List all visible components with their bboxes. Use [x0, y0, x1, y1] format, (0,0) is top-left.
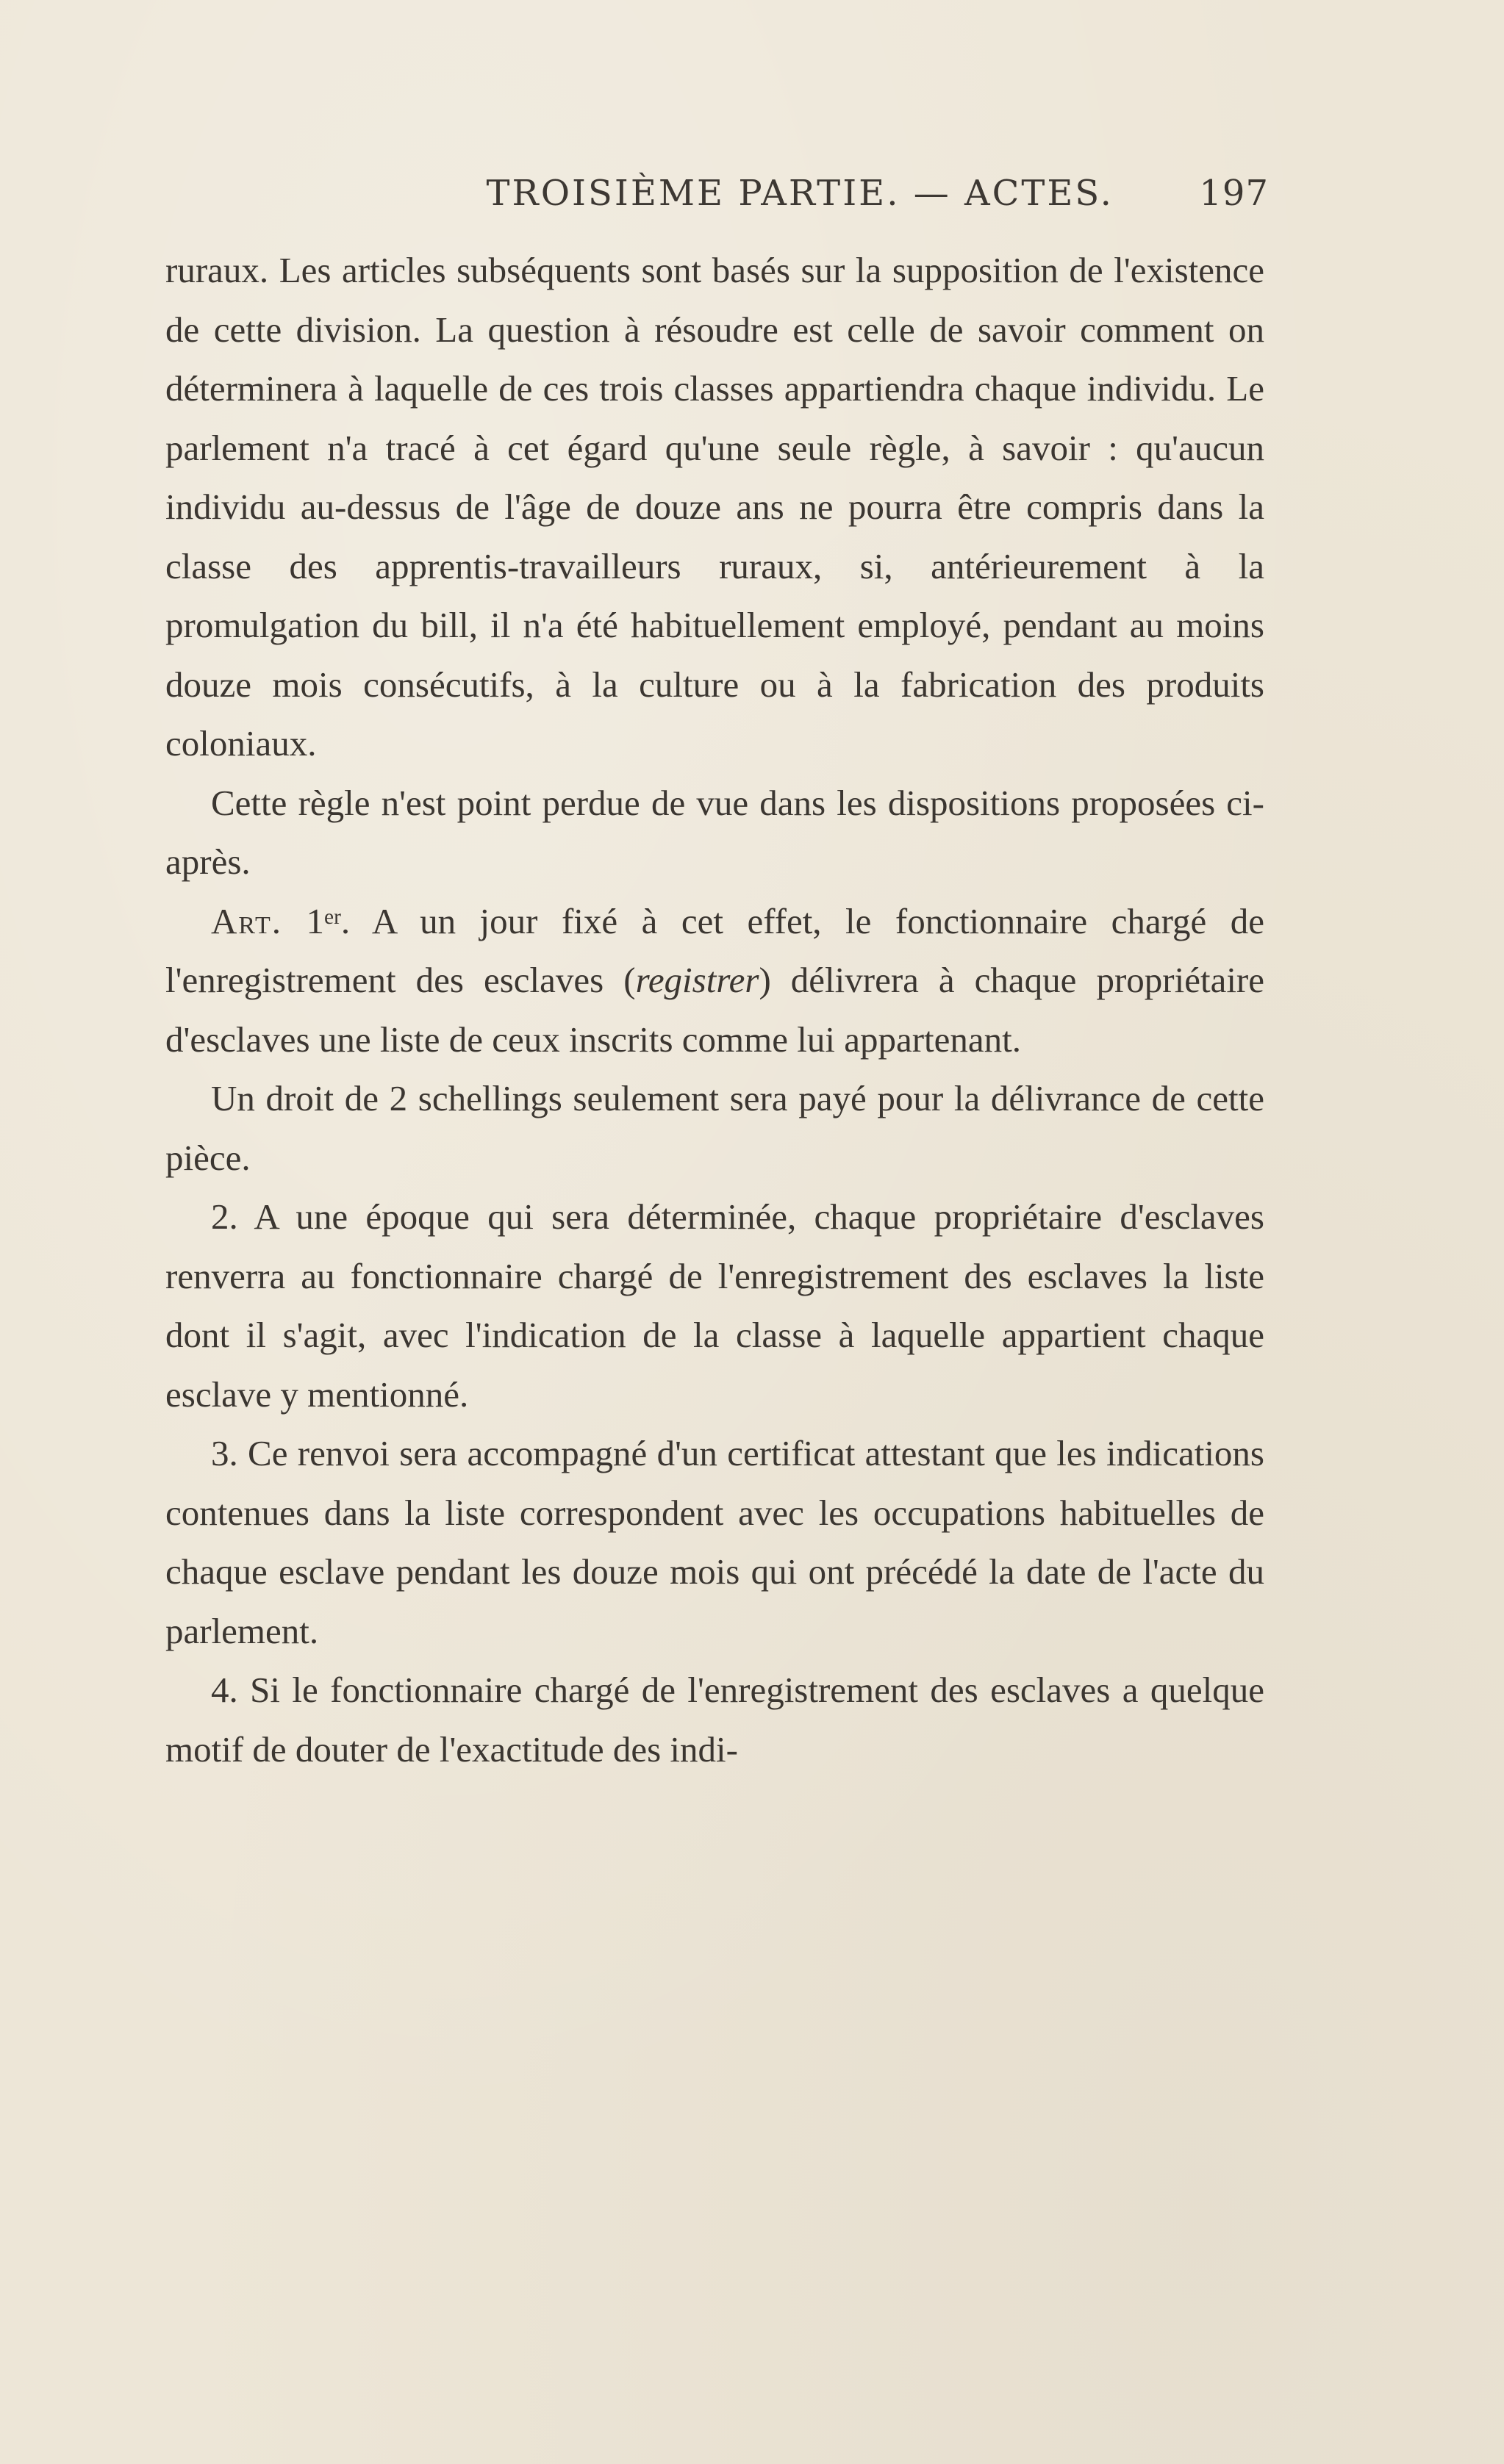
article-label: Art.	[211, 900, 283, 941]
page-header	[165, 171, 1269, 215]
running-title: TROISIÈME PARTIE. — ACTES.	[486, 173, 1114, 214]
article-number: 1	[306, 900, 325, 941]
article-1-text-before: . A un jour fixé à cet effet, le fonctionnaire chargé de l'enregistrement des esclaves (	[165, 900, 1264, 1000]
paragraph-intro: ruraux. Les articles subséquents sont basés sur la supposition de l'existence de cette division. La question à résoudre est celle de savoir comment on déterminera à laquelle de ces trois classes appartiendra chaque individu. Le parlement n'a tracé à cet égard qu'une seule règle, à savoir : qu'aucun individu au-dessus de l'âge de douze ans ne pourra être compris dans la classe des apprentis-travailleurs ruraux, si, antérieurement à la promulgation du bill, il n'a été habituellement employé, pendant au moins douze mois consécutifs, à la culture ou à la fabrication des produits coloniaux.	[165, 250, 1264, 764]
article-2: 2. A une époque qui sera déterminée, chaque propriétaire d'esclaves renverra au fonctionnaire chargé de l'enregistrement des esclaves la liste dont il s'agit, avec l'indication de la classe à laquelle appartient chaque esclave y mentionné.	[165, 1196, 1264, 1415]
article-4: 4. Si le fonctionnaire chargé de l'enregistrement des esclaves a quelque motif de douter de l'exactitude des indi-	[165, 1670, 1264, 1770]
article-fee: Un droit de 2 schellings seulement sera payé pour la délivrance de cette pièce.	[165, 1078, 1264, 1178]
page-number: 197	[1199, 173, 1269, 214]
article-1	[165, 892, 1264, 1070]
body-text	[165, 241, 1264, 1779]
paragraph-rule: Cette règle n'est point perdue de vue dans les dispositions proposées ci-après.	[165, 782, 1264, 882]
article-3: 3. Ce renvoi sera accompagné d'un certificat attestant que les indications contenues dans la liste correspondent avec les occupations habituelles de chaque esclave pendant les douze mois qui ont précédé la date de l'acte du parlement.	[165, 1433, 1264, 1651]
article-1-italic-term: registrer	[635, 960, 759, 1000]
article-ordinal: er	[324, 905, 341, 929]
article-1-text-after: ) délivrera à chaque propriétaire d'esclaves une liste de ceux inscrits comme lui appartenant.	[165, 960, 1264, 1060]
